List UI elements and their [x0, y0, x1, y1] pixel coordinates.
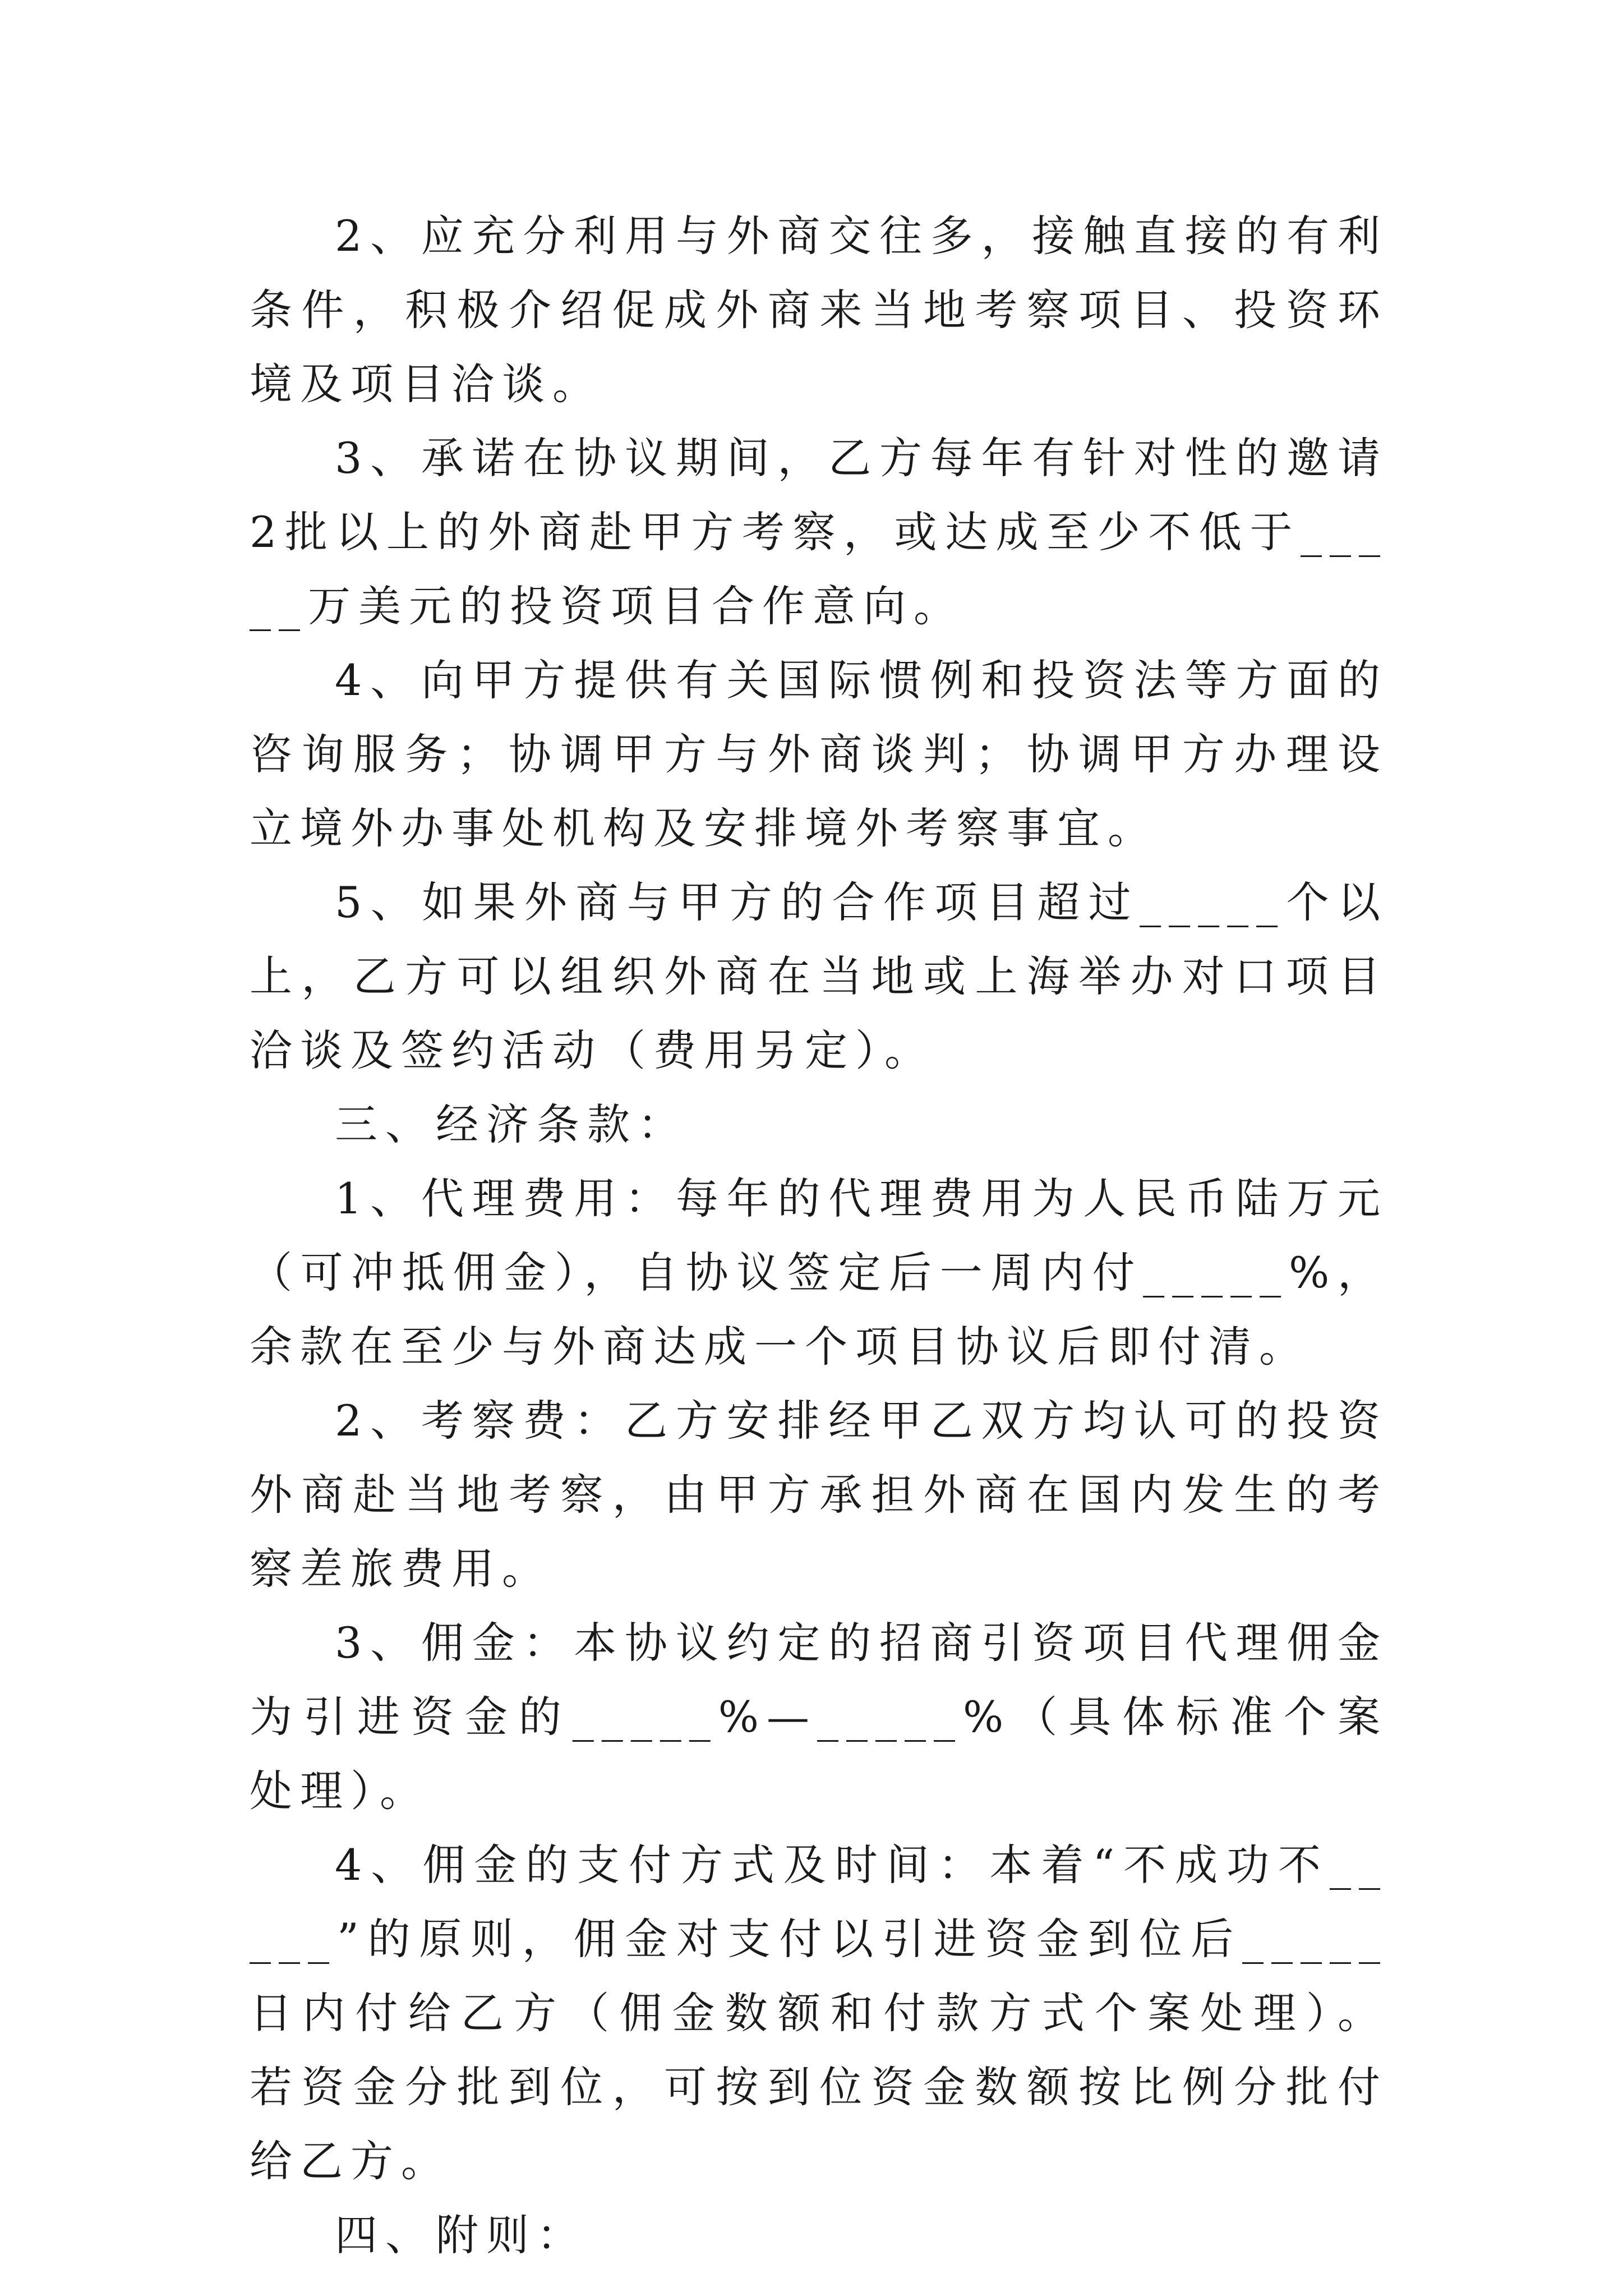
clause-commission: 3、佣金：本协议约定的招商引资项目代理佣金为引进资金的_____%—_____%（具体标准个案处理）。 — [250, 1618, 1388, 1816]
clause-commission-payment: 4、佣金的支付方式及时间：本着“不成功不_____”的原则，佣金对支付以引进资金到位后_____日内付给乙方（佣金数额和付款方式个案处理）。若资金分批到位，可按到位资金数额按比例分批付给乙方。 — [250, 1840, 1388, 2186]
section-heading-supplementary: 四、附则： — [335, 2210, 587, 2260]
paragraph-item-5: 5、如果外商与甲方的合作项目超过_____个以上，乙方可以组织外商在当地或上海举办对口项目洽谈及签约活动（费用另定）。 — [250, 877, 1388, 1075]
document-body — [250, 199, 1388, 2272]
section-heading-economic-terms: 三、经济条款： — [335, 1099, 688, 1149]
clause-agency-fee: 1、代理费用：每年的代理费用为人民币陆万元（可冲抵佣金），自协议签定后一周内付_____%，余款在至少与外商达成一个项目协议后即付清。 — [250, 1174, 1388, 1372]
clause-inspection-fee: 2、考察费：乙方安排经甲乙双方均认可的投资外商赴当地考察，由甲方承担外商在国内发生的考察差旅费用。 — [250, 1396, 1388, 1594]
paragraph-item-2: 2、应充分利用与外商交往多，接触直接的有利条件，积极介绍促成外商来当地考察项目、投资环境及项目洽谈。 — [250, 211, 1388, 409]
paragraph-item-4: 4、向甲方提供有关国际惯例和投资法等方面的咨询服务；协调甲方与外商谈判；协调甲方办理设立境外办事处机构及安排境外考察事宜。 — [250, 655, 1388, 853]
paragraph-item-3: 3、承诺在协议期间，乙方每年有针对性的邀请2批以上的外商赴甲方考察，或达成至少不低于_____万美元的投资项目合作意向。 — [250, 433, 1388, 631]
